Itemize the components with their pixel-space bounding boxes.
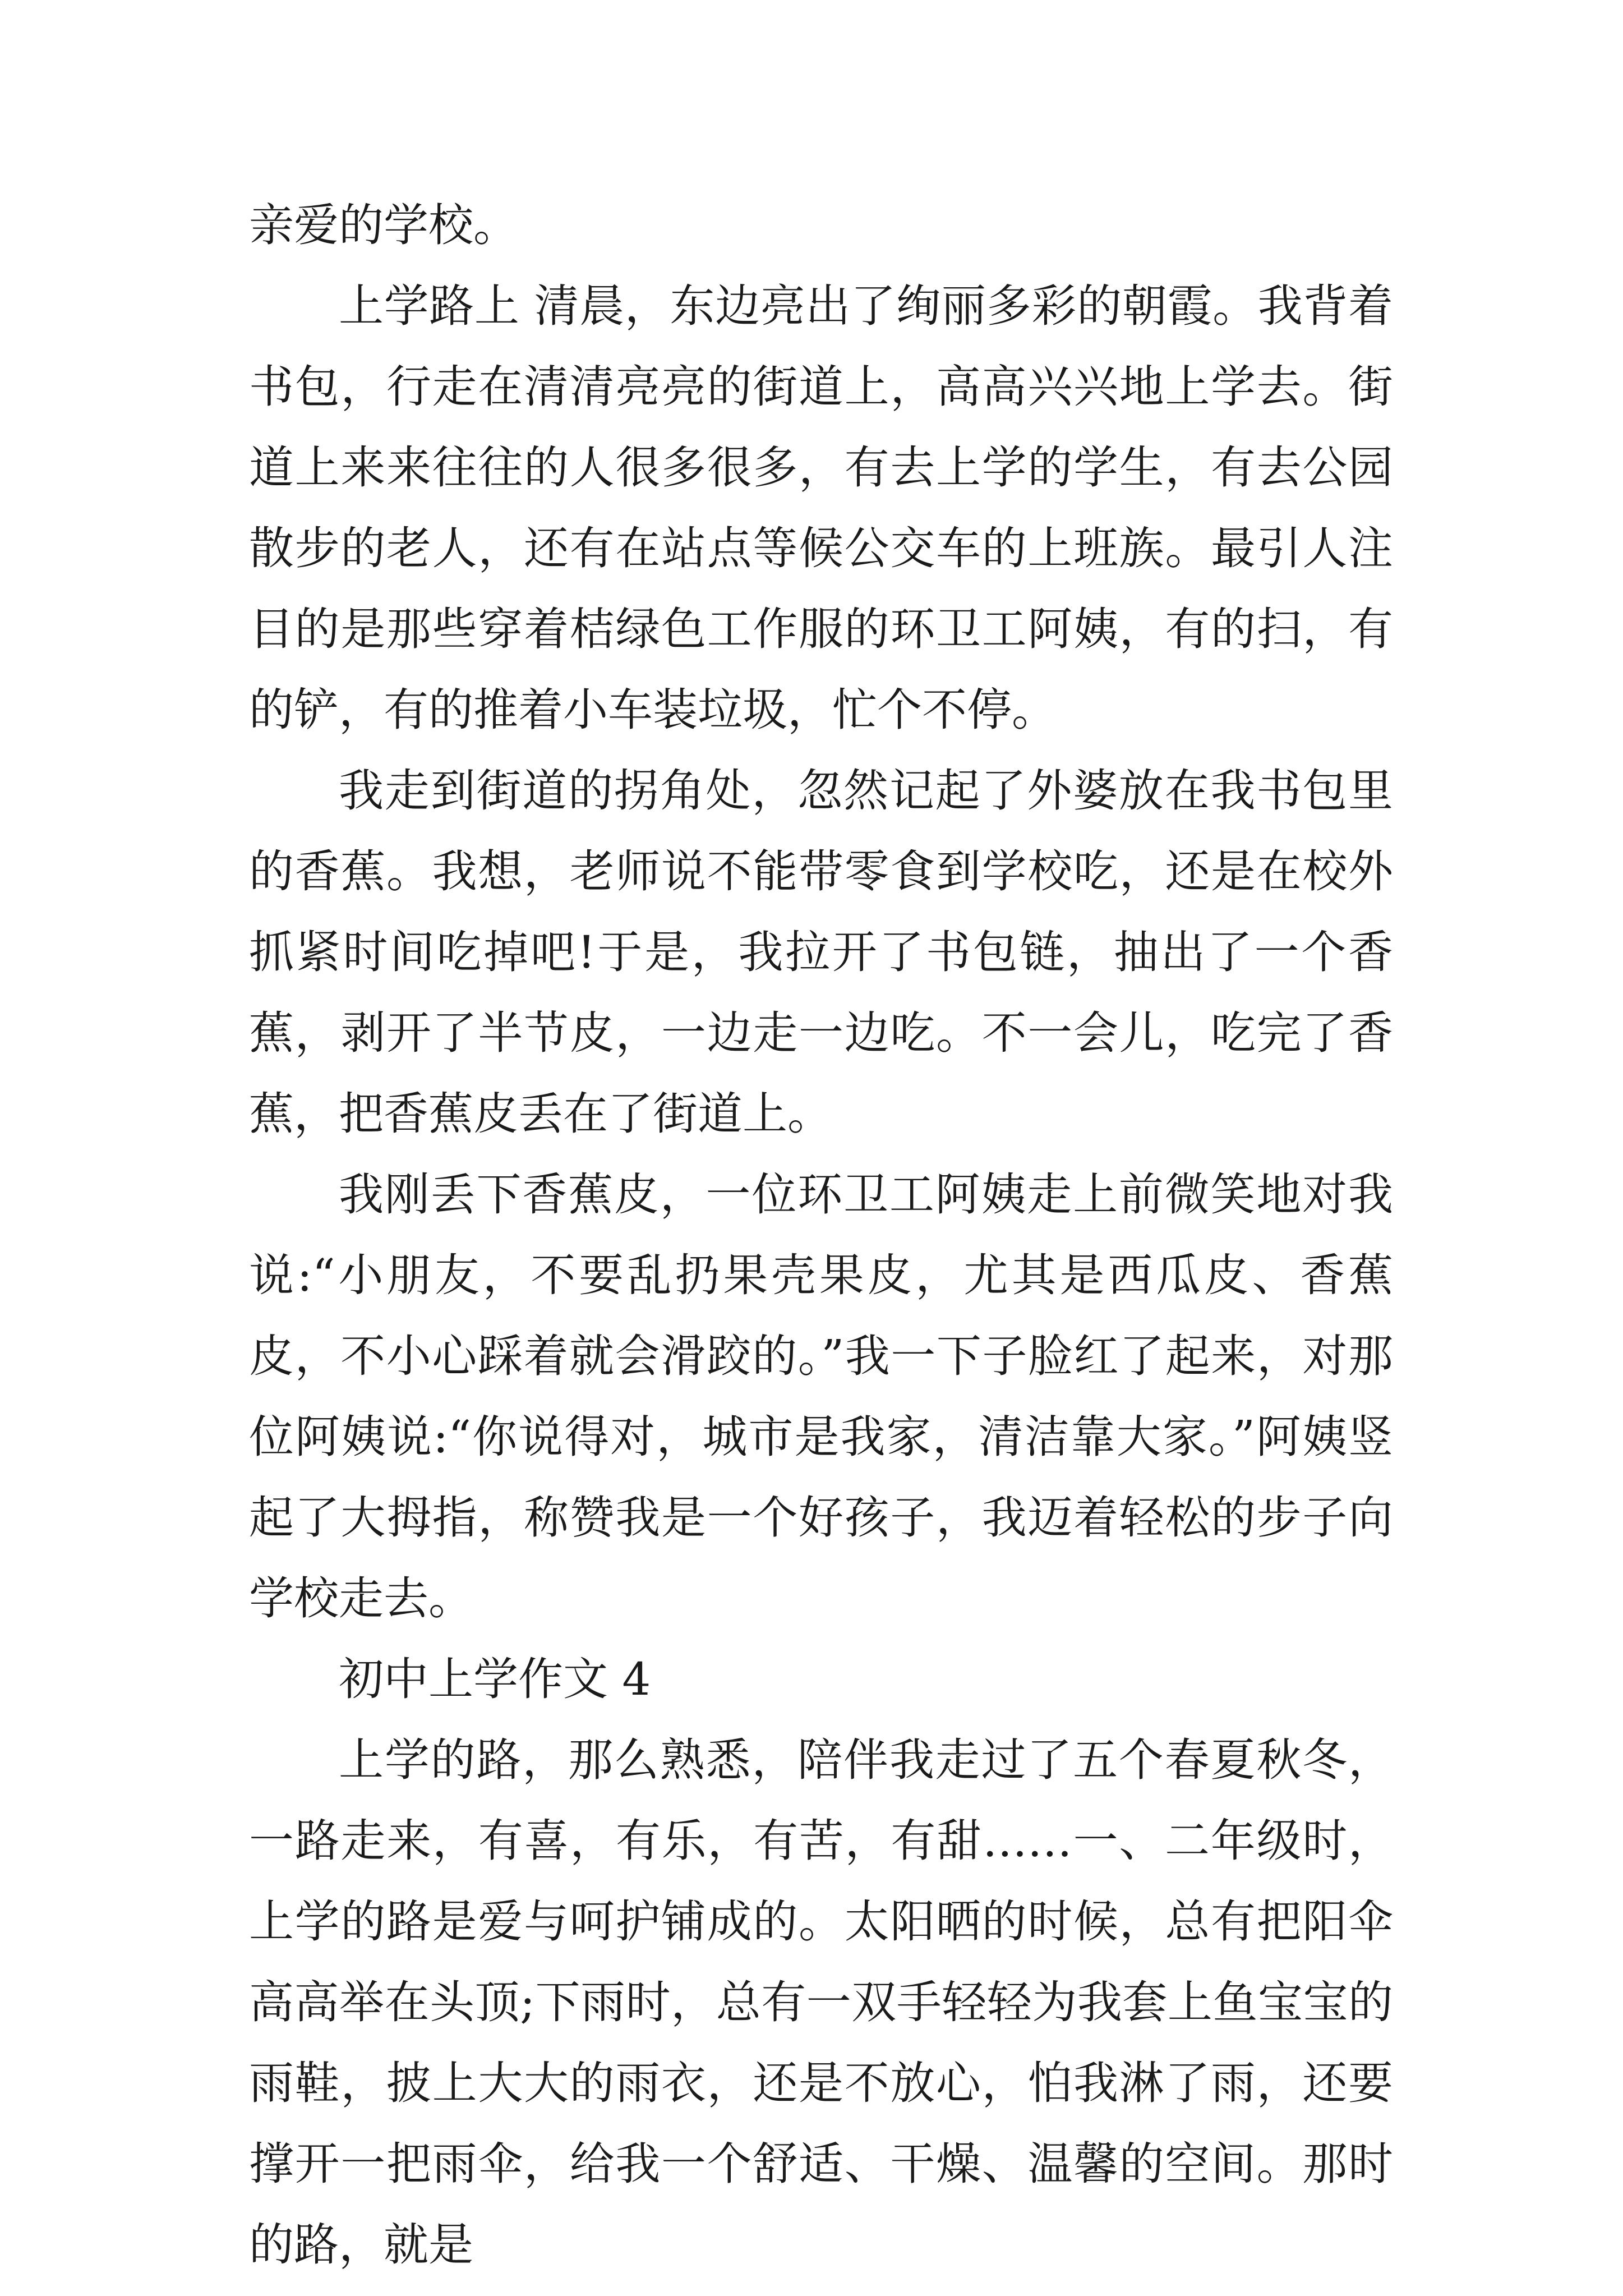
document-body [249, 185, 1393, 2285]
essay-heading: 初中上学作文 4 [339, 1653, 651, 1705]
paragraph-way-to-school: 上学路上 清晨，东边亮出了绚丽多彩的朝霞。我背着书包，行走在清清亮亮的街道上，高高兴兴地上学去。街道上来来往往的人很多很多，有去上学的学生，有去公园散步的老人，还有在站点等候公交车的上班族。最引人注目的是那些穿着桔绿色工作服的环卫工阿姨，有的扫，有的铲，有的推着小车装垃圾，忙个不停。 [249, 280, 1393, 736]
paragraph-closing-line: 亲爱的学校。 [249, 199, 518, 251]
paragraph-sanitation-worker: 我刚丢下香蕉皮，一位环卫工阿姨走上前微笑地对我说:“小朋友，不要乱扔果壳果皮，尤其是西瓜皮、香蕉皮，不小心踩着就会滑跤的。”我一下子脸红了起来，对那位阿姨说:“你说得对，城市是我家，清洁靠大家。”阿姨竖起了大拇指，称赞我是一个好孩子，我迈着轻松的步子向学校走去。 [249, 1168, 1393, 1625]
paragraph-banana: 我走到街道的拐角处，忽然记起了外婆放在我书包里的香蕉。我想，老师说不能带零食到学校吃，还是在校外抓紧时间吃掉吧!于是，我拉开了书包链，抽出了一个香蕉，剥开了半节皮，一边走一边吃。不一会儿，吃完了香蕉，把香蕉皮丢在了街道上。 [249, 765, 1393, 1140]
paragraph-road-of-love: 上学的路，那么熟悉，陪伴我走过了五个春夏秋冬，一路走来，有喜，有乐，有苦，有甜……一、二年级时，上学的路是爱与呵护铺成的。太阳晒的时候，总有把阳伞高高举在头顶;下雨时，总有一双手轻轻为我套上鱼宝宝的雨鞋，披上大大的雨衣，还是不放心，怕我淋了雨，还要撑开一把雨伞，给我一个舒适、干燥、温馨的空间。那时的路，就是 [249, 1734, 1393, 2271]
